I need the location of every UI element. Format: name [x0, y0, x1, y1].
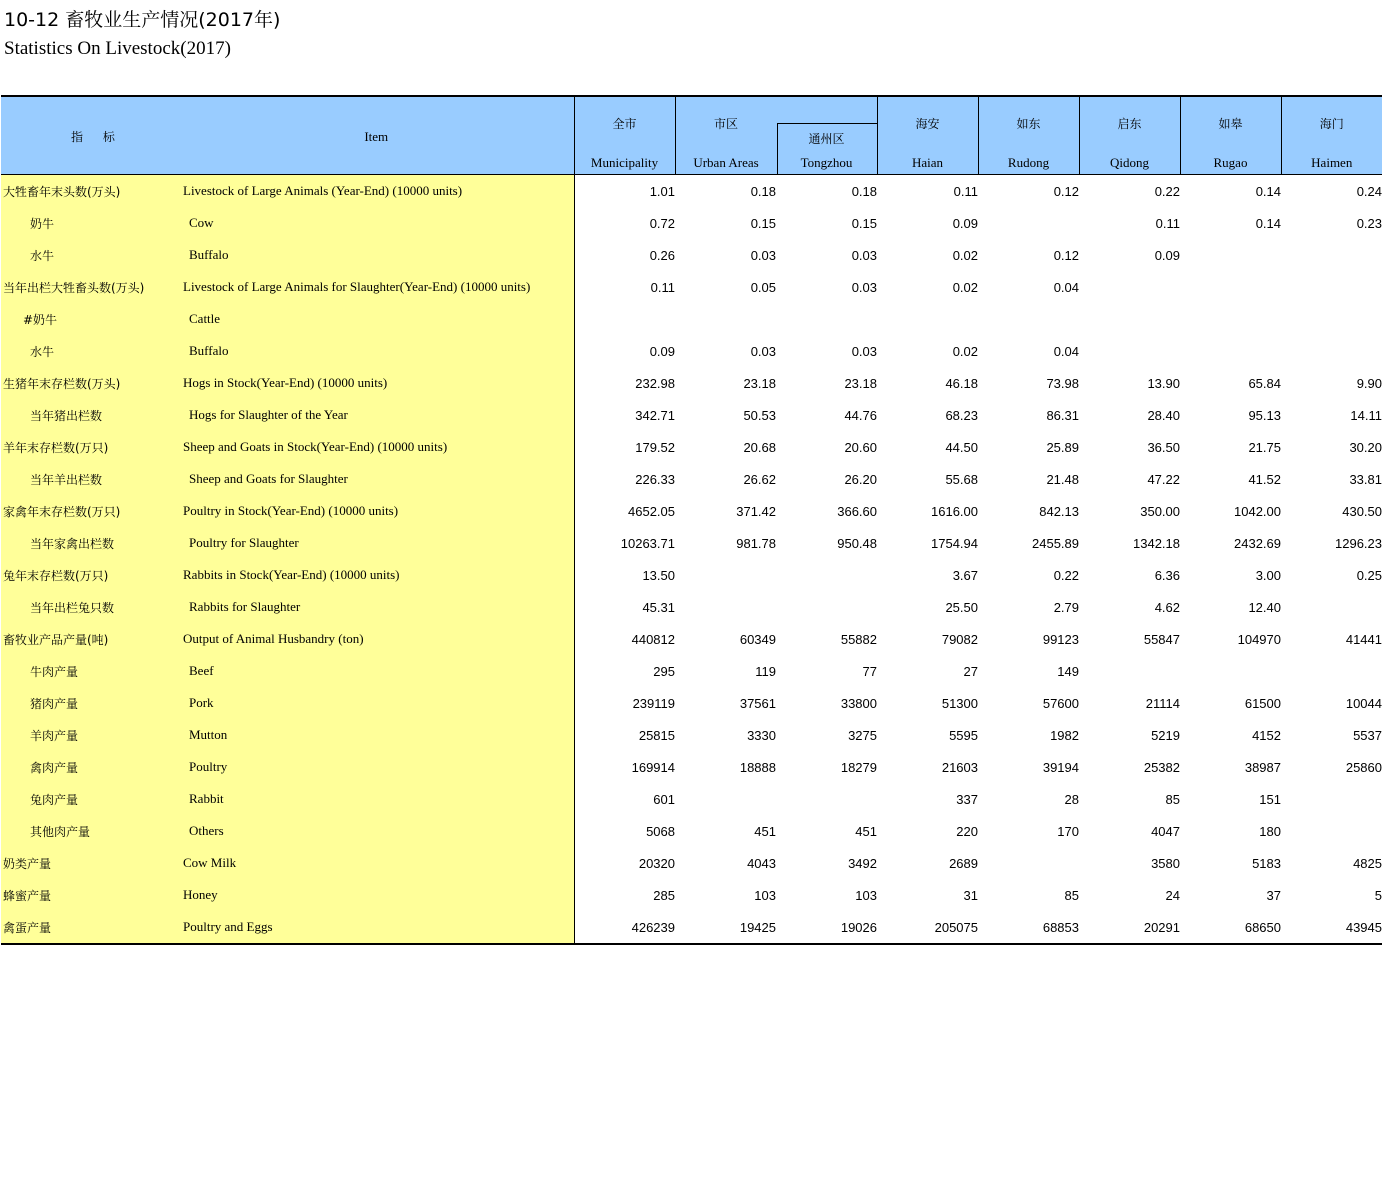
table-cell-value: 295: [653, 663, 675, 679]
table-cell-value: 79082: [941, 631, 978, 647]
table-cell-value: 170: [1057, 823, 1079, 839]
table-cell-value: 0.15: [851, 215, 877, 231]
table-cell-value: 239119: [632, 695, 675, 711]
table-cell-value: 20320: [638, 855, 675, 871]
table-cell-value: 33800: [840, 695, 877, 711]
table-cell-value: 601: [653, 791, 675, 807]
table-cell-value: 3275: [848, 727, 877, 743]
row-indicator-zh: #奶牛: [1, 303, 179, 335]
table-cell-value: 26.20: [844, 471, 877, 487]
table-cell-value: 3.00: [1255, 567, 1281, 583]
table-cell-value: 20291: [1143, 919, 1180, 935]
table-cell-value: 38987: [1244, 759, 1281, 775]
table-cell-value: 0.03: [851, 247, 877, 263]
table-cell-value: 1342.18: [1133, 535, 1180, 551]
header-col-haian: [877, 96, 978, 175]
table-cell-value: 0.25: [1356, 567, 1382, 583]
table-cell-value: 44.76: [844, 407, 877, 423]
table-cell-value: 0.14: [1255, 183, 1281, 199]
header-col-en: Qidong: [1110, 155, 1149, 170]
row-indicator-zh: 牛肉产量: [1, 655, 179, 687]
table-cell-value: 33.81: [1349, 471, 1382, 487]
table-cell-value: [776, 591, 877, 623]
row-item-en: Hogs in Stock(Year-End) (10000 units): [179, 367, 574, 399]
table-cell-value: [776, 303, 877, 335]
table-cell-value: 28: [1064, 791, 1079, 807]
table-cell-value: [776, 783, 877, 815]
table-cell-value: 0.03: [851, 343, 877, 359]
table-cell-value: 285: [653, 887, 675, 903]
table-cell-value: 0.04: [1053, 279, 1079, 295]
table-cell-value: [877, 303, 978, 335]
row-indicator-zh: 当年羊出栏数: [1, 463, 179, 495]
table-cell-value: 2689: [949, 855, 978, 871]
table-cell-value: 86.31: [1046, 407, 1079, 423]
table-cell-value: [1079, 335, 1180, 367]
table-cell-value: 13.50: [642, 567, 675, 583]
page-title-english: Statistics On Livestock(2017): [4, 38, 231, 59]
table-cell-value: [1281, 303, 1382, 335]
table-cell-value: 13.90: [1147, 375, 1180, 391]
table-cell-value: 0.11: [1155, 215, 1180, 231]
row-indicator-zh: 奶牛: [1, 207, 179, 239]
row-item-en: Buffalo: [179, 335, 574, 367]
table-cell-value: 19026: [840, 919, 877, 935]
table-cell-value: [1281, 271, 1382, 303]
table-cell-value: 226.33: [635, 471, 675, 487]
table-cell-value: 366.60: [837, 503, 877, 519]
table-cell-value: 4.62: [1154, 599, 1180, 615]
table-cell-value: 0.03: [851, 279, 877, 295]
table-cell-value: 0.02: [952, 247, 978, 263]
table-row: [1, 847, 1382, 879]
table-cell-value: 950.48: [837, 535, 877, 551]
table-cell-value: 39194: [1042, 759, 1079, 775]
table-cell-value: 28.40: [1147, 407, 1180, 423]
header-col-rugao: [1180, 96, 1281, 175]
table-cell-value: 451: [855, 823, 877, 839]
table-row: [1, 463, 1382, 495]
table-cell-value: 36.50: [1147, 439, 1180, 455]
table-cell-value: [1281, 815, 1382, 847]
table-cell-value: [675, 783, 776, 815]
row-item-en: Others: [179, 815, 574, 847]
row-indicator-zh: 当年出栏兔只数: [1, 591, 179, 623]
header-col-en: Haimen: [1311, 155, 1353, 170]
table-cell-value: 5068: [646, 823, 675, 839]
table-cell-value: 44.50: [945, 439, 978, 455]
table-cell-value: 95.13: [1248, 407, 1281, 423]
table-cell-value: 27: [963, 663, 978, 679]
table-row: [1, 911, 1382, 944]
header-split-divider: [777, 123, 877, 124]
header-col-rudong: [978, 96, 1079, 175]
table-cell-value: 21.48: [1046, 471, 1079, 487]
table-cell-value: 26.62: [743, 471, 776, 487]
row-item-en: Poultry and Eggs: [179, 911, 574, 944]
table-row: [1, 399, 1382, 431]
table-cell-value: 0.09: [952, 215, 978, 231]
table-cell-value: 4043: [747, 855, 776, 871]
row-item-en: Livestock of Large Animals for Slaughter(Year-End) (10000 units): [179, 271, 574, 303]
table-cell-value: 0.15: [750, 215, 776, 231]
table-row: [1, 207, 1382, 239]
header-col-zh: 海安: [915, 117, 940, 131]
table-cell-value: 232.98: [635, 375, 675, 391]
table-cell-value: 5595: [949, 727, 978, 743]
table-cell-value: 342.71: [635, 407, 675, 423]
table-cell-value: 4652.05: [628, 503, 675, 519]
table-cell-value: 0.18: [851, 183, 877, 199]
row-item-en: Cattle: [179, 303, 574, 335]
table-cell-value: 55847: [1143, 631, 1180, 647]
table-cell-value: [978, 303, 1079, 335]
table-cell-value: 20.68: [743, 439, 776, 455]
table-cell-value: 45.31: [642, 599, 675, 615]
table-cell-value: 41.52: [1248, 471, 1281, 487]
table-cell-value: 205075: [934, 919, 978, 935]
table-cell-value: 5: [1374, 887, 1382, 903]
table-cell-value: 31: [963, 887, 978, 903]
table-cell-value: 169914: [631, 759, 675, 775]
table-cell-value: [1281, 335, 1382, 367]
table-cell-value: [1281, 783, 1382, 815]
header-col-zh: 全市: [612, 117, 637, 131]
table-cell-value: 30.20: [1349, 439, 1382, 455]
row-item-en: Hogs for Slaughter of the Year: [179, 399, 574, 431]
table-row: [1, 335, 1382, 367]
header-col-zh: 市区: [713, 117, 738, 131]
table-cell-value: [1281, 655, 1382, 687]
header-col-zh: 海门: [1319, 117, 1344, 131]
table-cell-value: 14.11: [1350, 407, 1382, 423]
table-row: [1, 687, 1382, 719]
row-item-en: Mutton: [179, 719, 574, 751]
table-cell-value: 440812: [631, 631, 675, 647]
table-row: [1, 879, 1382, 911]
table-cell-value: 119: [755, 663, 776, 679]
table-cell-value: 451: [754, 823, 776, 839]
table-cell-value: 18888: [739, 759, 776, 775]
table-row: [1, 783, 1382, 815]
row-indicator-zh: 禽蛋产量: [1, 911, 179, 944]
row-item-en: Livestock of Large Animals (Year-End) (10000 units): [179, 175, 574, 208]
header-col-en: Municipality: [590, 155, 659, 170]
table-cell-value: 0.22: [1154, 183, 1180, 199]
table-cell-value: 179.52: [635, 439, 675, 455]
row-indicator-zh: 羊年末存栏数(万只): [1, 431, 179, 463]
table-cell-value: [574, 303, 675, 335]
table-cell-value: 3.67: [952, 567, 978, 583]
table-cell-value: [1180, 303, 1281, 335]
table-cell-value: 0.12: [1053, 183, 1079, 199]
table-cell-value: 61500: [1244, 695, 1281, 711]
table-cell-value: 46.18: [945, 375, 978, 391]
table-cell-value: 73.98: [1046, 375, 1079, 391]
table-cell-value: 430.50: [1342, 503, 1382, 519]
table-cell-value: 10044: [1345, 695, 1382, 711]
table-cell-value: 3580: [1151, 855, 1180, 871]
page-title-chinese: 10-12 畜牧业生产情况(2017年): [4, 9, 281, 31]
table-cell-value: [1180, 335, 1281, 367]
table-cell-value: 37561: [739, 695, 776, 711]
table-cell-value: 0.72: [649, 215, 675, 231]
table-cell-value: 25860: [1345, 759, 1382, 775]
table-cell-value: 0.02: [952, 279, 978, 295]
table-cell-value: 9.90: [1356, 375, 1382, 391]
row-indicator-zh: 水牛: [1, 239, 179, 271]
header-item-label: Item: [364, 129, 389, 144]
table-cell-value: 47.22: [1147, 471, 1180, 487]
row-indicator-zh: 生猪年末存栏数(万头): [1, 367, 179, 399]
table-cell-value: [675, 591, 776, 623]
row-indicator-zh: 禽肉产量: [1, 751, 179, 783]
table-cell-value: 1.01: [649, 183, 675, 199]
table-header: [1, 96, 1382, 175]
table-cell-value: 103: [855, 887, 877, 903]
table-cell-value: [1079, 271, 1180, 303]
row-item-en: Output of Animal Husbandry (ton): [179, 623, 574, 655]
table-cell-value: 85: [1064, 887, 1079, 903]
table-cell-value: 57600: [1042, 695, 1079, 711]
header-subcol-en: Tongzhou: [800, 155, 853, 170]
row-item-en: Pork: [179, 687, 574, 719]
table-cell-value: 25382: [1143, 759, 1180, 775]
table-cell-value: 981.78: [736, 535, 776, 551]
header-indicator-label: 指 标: [71, 130, 123, 144]
row-indicator-zh: 兔肉产量: [1, 783, 179, 815]
table-cell-value: 21114: [1145, 695, 1180, 711]
table-cell-value: [978, 847, 1079, 879]
header-col-urban-areas: [675, 96, 877, 175]
table-cell-value: 77: [862, 663, 877, 679]
table-cell-value: 1616.00: [931, 503, 978, 519]
row-item-en: Cow Milk: [179, 847, 574, 879]
row-item-en: Sheep and Goats for Slaughter: [179, 463, 574, 495]
table-cell-value: 0.04: [1053, 343, 1079, 359]
table-cell-value: 68650: [1244, 919, 1281, 935]
table-row: [1, 527, 1382, 559]
row-indicator-zh: 家禽年末存栏数(万只): [1, 495, 179, 527]
table-row: [1, 591, 1382, 623]
row-indicator-zh: 兔年末存栏数(万只): [1, 559, 179, 591]
table-cell-value: 0.11: [650, 279, 675, 295]
table-cell-value: 0.23: [1356, 215, 1382, 231]
table-cell-value: [675, 303, 776, 335]
row-indicator-zh: 猪肉产量: [1, 687, 179, 719]
table-cell-value: 4152: [1252, 727, 1281, 743]
row-item-en: Honey: [179, 879, 574, 911]
row-indicator-zh: 其他肉产量: [1, 815, 179, 847]
table-cell-value: 151: [1259, 791, 1281, 807]
header-col-haimen: [1281, 96, 1382, 175]
row-indicator-zh: 羊肉产量: [1, 719, 179, 751]
table-cell-value: 337: [956, 791, 978, 807]
table-cell-value: 842.13: [1039, 503, 1079, 519]
table-cell-value: 0.12: [1053, 247, 1079, 263]
table-cell-value: [1180, 239, 1281, 271]
table-cell-value: 0.22: [1053, 567, 1079, 583]
table-cell-value: [1079, 655, 1180, 687]
table-cell-value: 103: [754, 887, 776, 903]
table-cell-value: 0.05: [750, 279, 776, 295]
table-row: [1, 367, 1382, 399]
table-row: [1, 751, 1382, 783]
table-cell-value: 5219: [1151, 727, 1180, 743]
table-cell-value: 37: [1266, 887, 1281, 903]
table-cell-value: 12.40: [1248, 599, 1281, 615]
header-col-en: Rudong: [1007, 155, 1050, 170]
table-cell-value: 41441: [1345, 631, 1382, 647]
row-indicator-zh: 当年家禽出栏数: [1, 527, 179, 559]
table-cell-value: 426239: [631, 919, 675, 935]
table-cell-value: 3492: [848, 855, 877, 871]
table-cell-value: 2455.89: [1032, 535, 1079, 551]
table-row: [1, 815, 1382, 847]
row-item-en: Sheep and Goats in Stock(Year-End) (10000 units): [179, 431, 574, 463]
table-cell-value: 18279: [840, 759, 877, 775]
table-cell-value: 0.18: [750, 183, 776, 199]
table-cell-value: [1281, 239, 1382, 271]
table-cell-value: 2432.69: [1234, 535, 1281, 551]
table-cell-value: [675, 559, 776, 591]
row-item-en: Poultry in Stock(Year-End) (10000 units): [179, 495, 574, 527]
header-col-qidong: [1079, 96, 1180, 175]
table-cell-value: 20.60: [844, 439, 877, 455]
row-item-en: Rabbit: [179, 783, 574, 815]
table-cell-value: 0.02: [952, 343, 978, 359]
table-cell-value: 5183: [1252, 855, 1281, 871]
table-cell-value: 0.03: [750, 343, 776, 359]
table-row: [1, 431, 1382, 463]
header-indicator: [1, 96, 179, 175]
table-cell-value: 1754.94: [931, 535, 978, 551]
row-item-en: Rabbits in Stock(Year-End) (10000 units): [179, 559, 574, 591]
table-cell-value: 0.09: [649, 343, 675, 359]
table-row: [1, 623, 1382, 655]
table-cell-value: 149: [1057, 663, 1079, 679]
table-cell-value: 0.11: [953, 183, 978, 199]
header-col-municipality: [574, 96, 675, 175]
table-cell-value: 50.53: [743, 407, 776, 423]
table-cell-value: 1982: [1050, 727, 1079, 743]
table-cell-value: 21.75: [1248, 439, 1281, 455]
row-indicator-zh: 水牛: [1, 335, 179, 367]
livestock-statistics-table: [1, 95, 1382, 945]
table-cell-value: 23.18: [743, 375, 776, 391]
table-cell-value: 4047: [1151, 823, 1180, 839]
table-cell-value: 0.24: [1356, 183, 1382, 199]
table-cell-value: 4825: [1353, 855, 1382, 871]
header-subcol-zh: 通州区: [808, 132, 845, 146]
row-item-en: Poultry for Slaughter: [179, 527, 574, 559]
row-indicator-zh: 当年出栏大牲畜头数(万头): [1, 271, 179, 303]
row-indicator-zh: 奶类产量: [1, 847, 179, 879]
table-cell-value: 25.50: [945, 599, 978, 615]
row-item-en: Buffalo: [179, 239, 574, 271]
table-cell-value: 21603: [941, 759, 978, 775]
table-cell-value: 99123: [1042, 631, 1079, 647]
row-indicator-zh: 蜂蜜产量: [1, 879, 179, 911]
header-col-en: Rugao: [1213, 155, 1248, 170]
row-indicator-zh: 当年猪出栏数: [1, 399, 179, 431]
table-cell-value: 60349: [739, 631, 776, 647]
table-row: [1, 495, 1382, 527]
table-cell-value: 1042.00: [1234, 503, 1281, 519]
table-cell-value: [978, 207, 1079, 239]
header-col-zh: 如东: [1016, 117, 1041, 131]
table-row: [1, 175, 1382, 208]
table-cell-value: 3330: [747, 727, 776, 743]
table-cell-value: 104970: [1237, 631, 1281, 647]
row-item-en: Beef: [179, 655, 574, 687]
table-cell-value: 65.84: [1248, 375, 1281, 391]
row-indicator-zh: 畜牧业产品产量(吨): [1, 623, 179, 655]
table-cell-value: 0.03: [750, 247, 776, 263]
table-cell-value: 0.14: [1255, 215, 1281, 231]
table-row: [1, 655, 1382, 687]
table-cell-value: 0.09: [1154, 247, 1180, 263]
table-row: [1, 559, 1382, 591]
table-body: [1, 175, 1382, 945]
row-item-en: Cow: [179, 207, 574, 239]
table-cell-value: 68.23: [945, 407, 978, 423]
table-cell-value: 2.79: [1053, 599, 1079, 615]
table-cell-value: 180: [1259, 823, 1281, 839]
table-cell-value: 85: [1165, 791, 1180, 807]
table-cell-value: 220: [956, 823, 978, 839]
table-cell-value: [1281, 591, 1382, 623]
table-cell-value: 5537: [1353, 727, 1382, 743]
table-cell-value: 371.42: [736, 503, 776, 519]
table-cell-value: [1180, 271, 1281, 303]
table-cell-value: [776, 559, 877, 591]
table-row: [1, 719, 1382, 751]
table-cell-value: 350.00: [1140, 503, 1180, 519]
table-cell-value: 55.68: [945, 471, 978, 487]
row-item-en: Poultry: [179, 751, 574, 783]
table-row: [1, 303, 1382, 335]
header-col-zh: 启东: [1117, 117, 1142, 131]
row-item-en: Rabbits for Slaughter: [179, 591, 574, 623]
table-cell-value: 1296.23: [1335, 535, 1382, 551]
header-col-zh: 如皋: [1218, 117, 1243, 131]
table-cell-value: 43945: [1345, 919, 1382, 935]
table-row: [1, 239, 1382, 271]
row-indicator-zh: 大牲畜年末头数(万头): [1, 175, 179, 208]
table-row: [1, 271, 1382, 303]
table-cell-value: 25815: [638, 727, 675, 743]
table-cell-value: 51300: [941, 695, 978, 711]
table-cell-value: 24: [1165, 887, 1180, 903]
table-cell-value: 19425: [739, 919, 776, 935]
table-cell-value: 23.18: [844, 375, 877, 391]
table-cell-value: [1079, 303, 1180, 335]
header-col-en: Urban Areas: [693, 155, 759, 170]
header-item: [179, 96, 574, 175]
table-cell-value: 10263.71: [620, 535, 675, 551]
table-cell-value: [1180, 655, 1281, 687]
table-cell-value: 0.26: [649, 247, 675, 263]
table-cell-value: 25.89: [1046, 439, 1079, 455]
table-cell-value: 6.36: [1154, 567, 1180, 583]
table-cell-value: 55882: [840, 631, 877, 647]
table-cell-value: 68853: [1042, 919, 1079, 935]
header-col-en: Haian: [911, 155, 944, 170]
